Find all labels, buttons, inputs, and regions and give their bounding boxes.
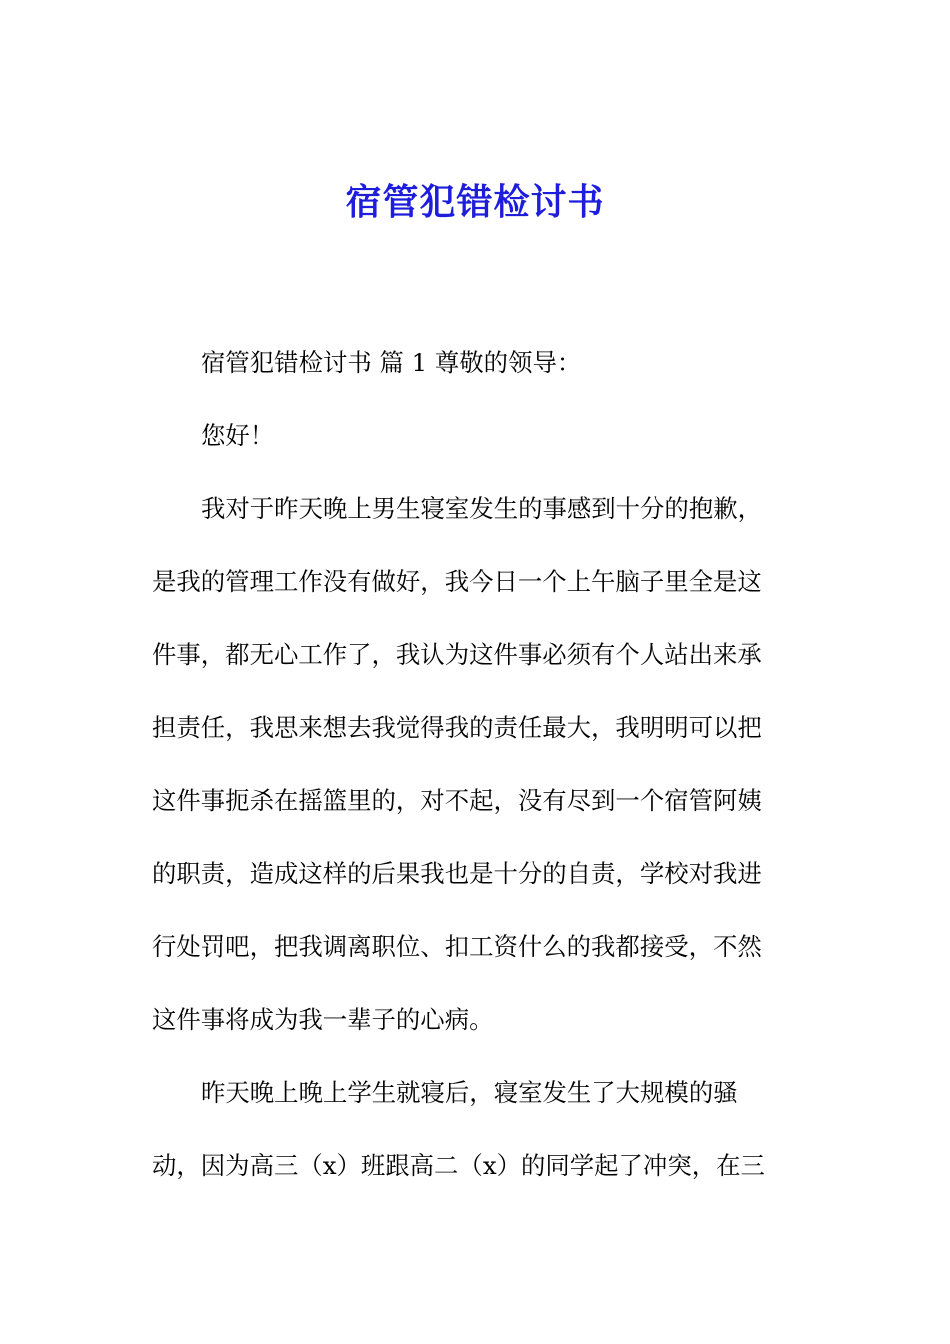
paragraph-line: 的职责，造成这样的后果我也是十分的自责，学校对我进 (152, 859, 762, 888)
paragraph-line: 是我的管理工作没有做好，我今日一个上午脑子里全是这 (152, 567, 762, 596)
paragraph-line: 件事，都无心工作了，我认为这件事必须有个人站出来承 (152, 640, 762, 669)
document-body (152, 326, 792, 1202)
document-title: 宿管犯错检讨书 (345, 182, 605, 223)
paragraph-line-greeting: 您好！ (201, 421, 275, 450)
paragraph-line: 我对于昨天晚上男生寝室发生的事感到十分的抱歉， (201, 494, 762, 523)
paragraph-line: 这件事将成为我一辈子的心病。 (152, 1005, 494, 1034)
paragraph-line-salutation: 宿管犯错检讨书 篇 1 尊敬的领导： (201, 348, 582, 377)
paragraph-line: 动，因为高三（x）班跟高二（x）的同学起了冲突，在三 (152, 1151, 765, 1180)
paragraph-line: 担责任，我思来想去我觉得我的责任最大，我明明可以把 (152, 713, 762, 742)
paragraph-line: 这件事扼杀在摇篮里的，对不起，没有尽到一个宿管阿姨 (152, 786, 762, 815)
paragraph-line: 昨天晚上晚上学生就寝后，寝室发生了大规模的骚 (201, 1078, 738, 1107)
paragraph-line: 行处罚吧，把我调离职位、扣工资什么的我都接受，不然 (152, 932, 762, 961)
